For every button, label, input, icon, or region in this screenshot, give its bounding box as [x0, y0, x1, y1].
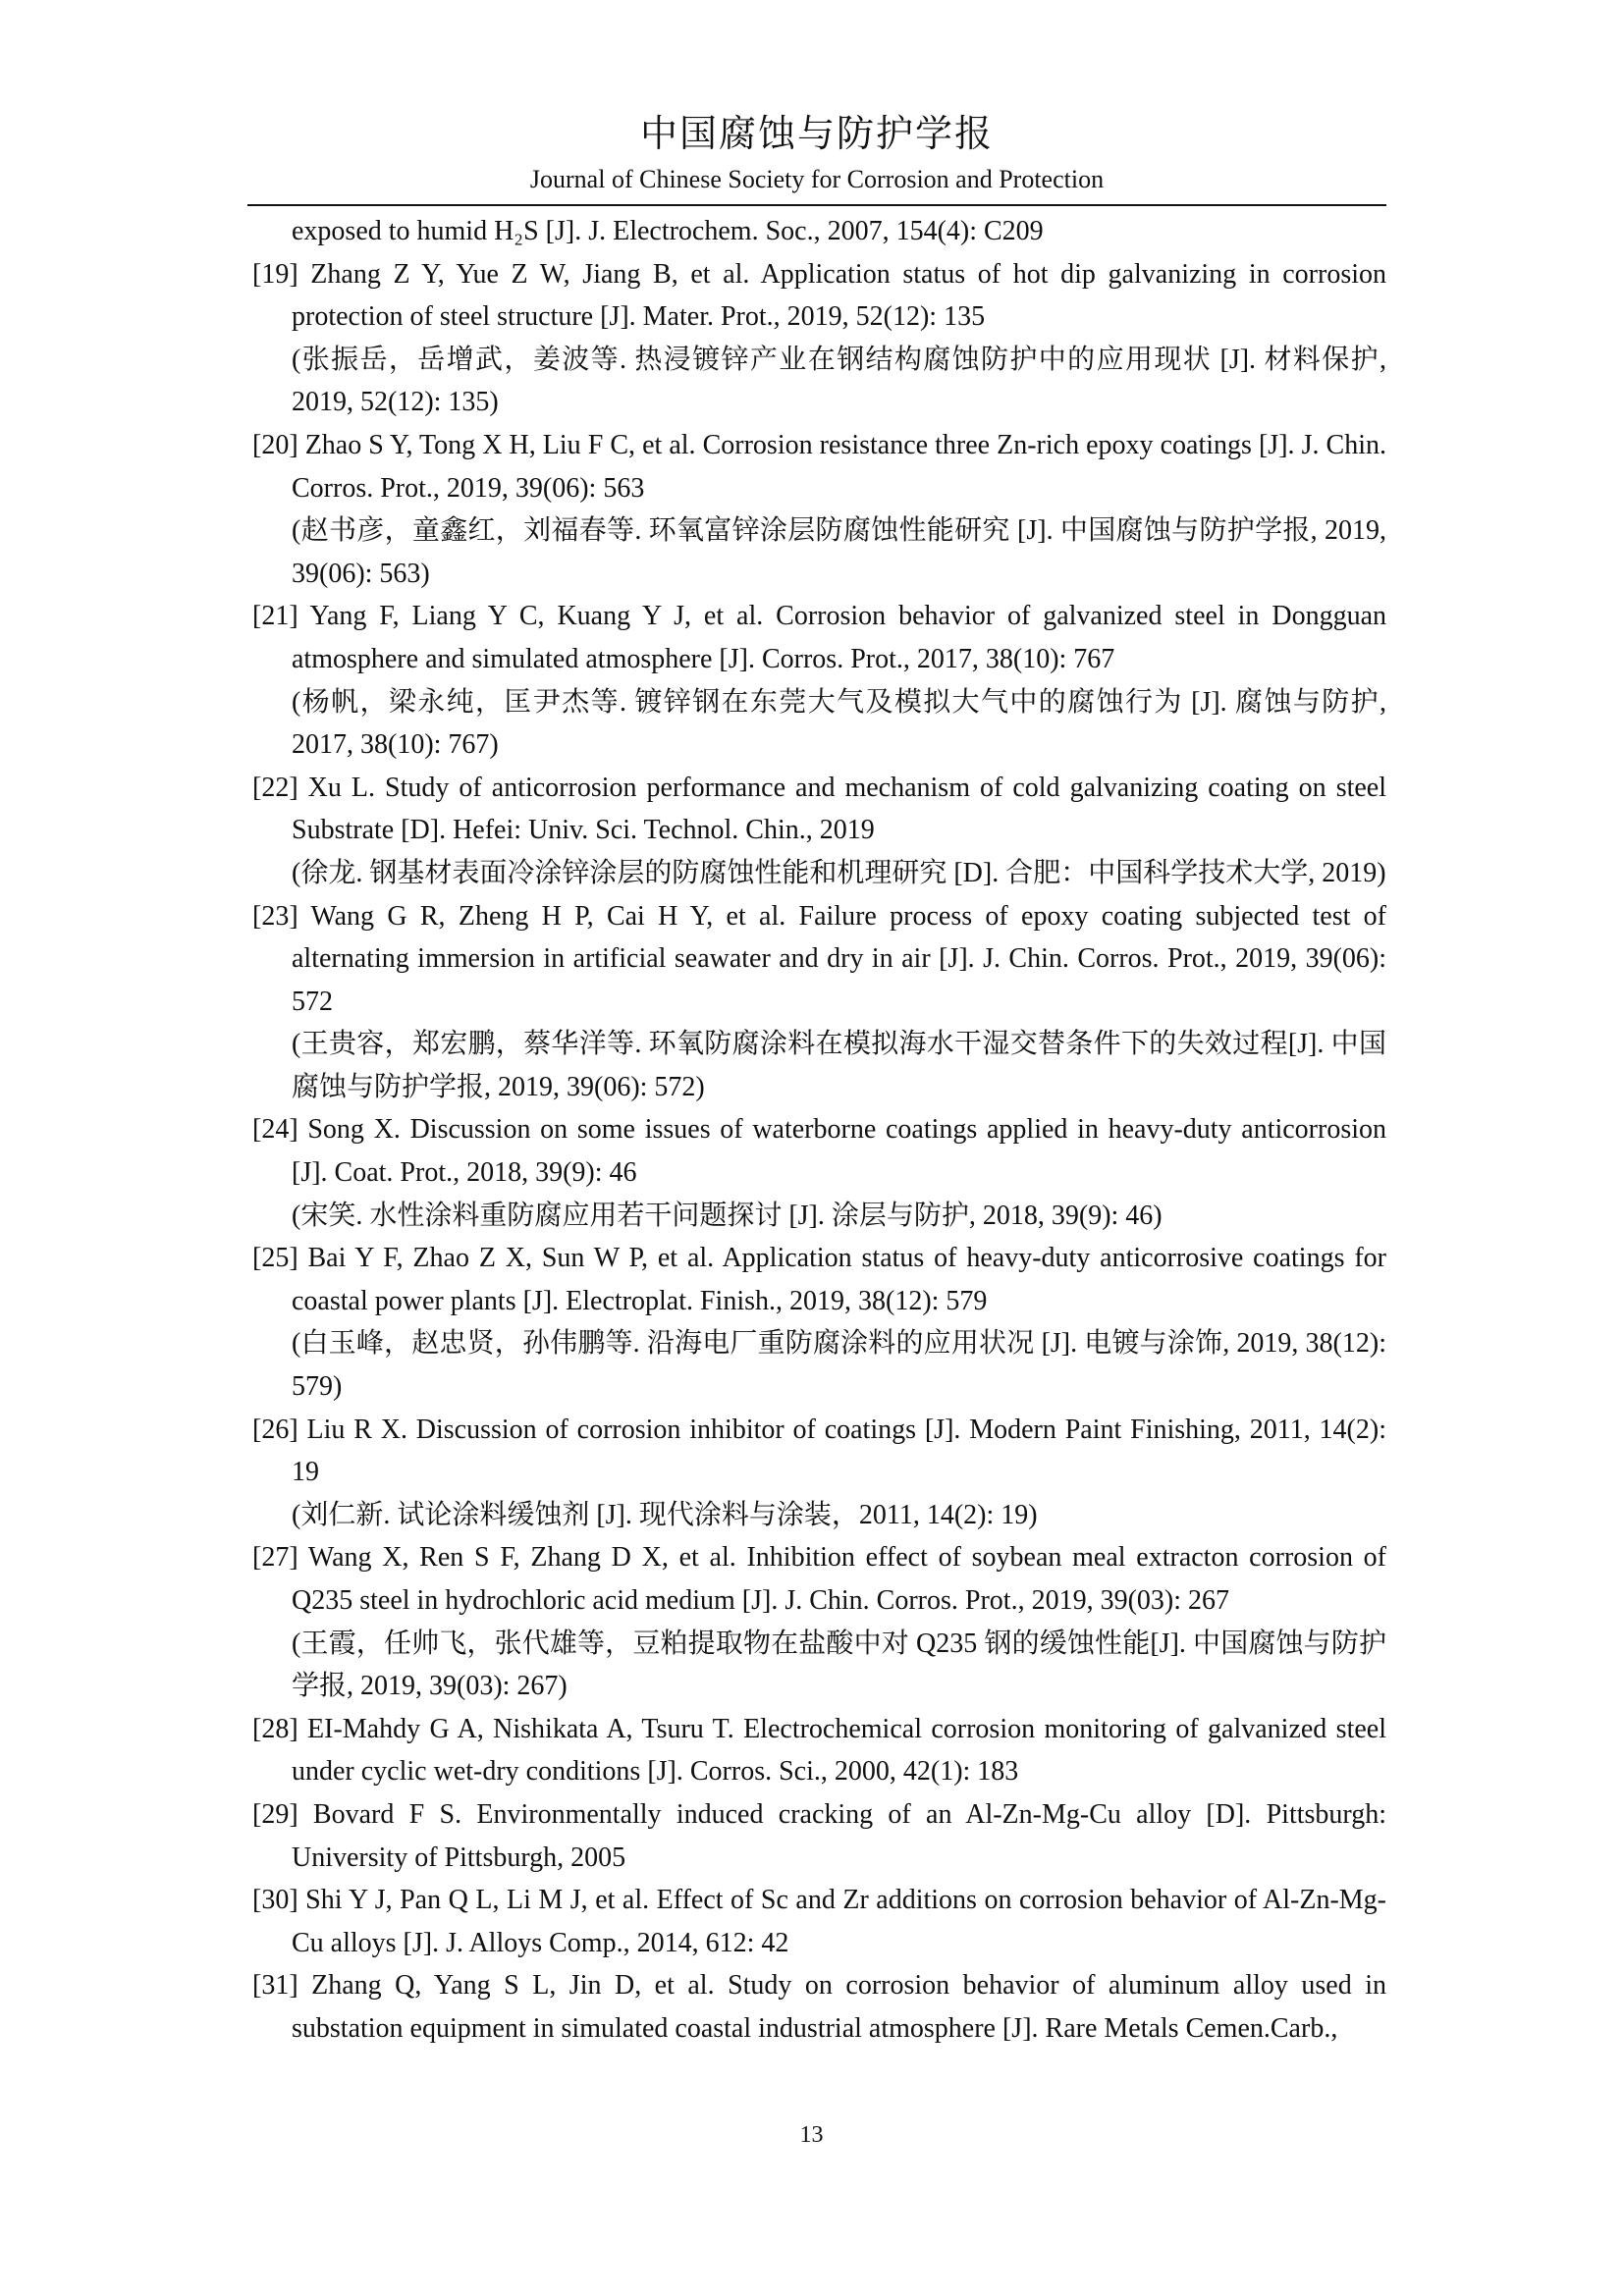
reference-cn: (王霞，任帅飞，张代雄等，豆粕提取物在盐酸中对 Q235 钢的缓蚀性能[J]. 中国腐蚀与防护学报, 2019, 39(03): 267)	[292, 1628, 1386, 1702]
reference-cn: (宋笑. 水性涂料重防腐应用若干问题探讨 [J]. 涂层与防护, 2018, 39(9): 46)	[292, 1200, 1163, 1231]
reference-26	[252, 1409, 1386, 1537]
reference-en: [21] Yang F, Liang Y C, Kuang Y J, et al. Corrosion behavior of galvanized steel in Dongguan atmosphere and simulated atmosphere [J]. Corros. Prot., 2017, 38(10): 767	[252, 601, 1386, 674]
reference-30	[252, 1879, 1386, 1964]
reference-en: [27] Wang X, Ren S F, Zhang D X, et al. Inhibition effect of soybean meal extracton corrosion of Q235 steel in hydrochloric acid medium [J]. J. Chin. Corros. Prot., 2019, 39(03): 267	[252, 1542, 1386, 1616]
reference-en: [26] Liu R X. Discussion of corrosion inhibitor of coatings [J]. Modern Paint Finishing, 2011, 14(2): 19	[252, 1414, 1386, 1488]
reference-cn: (刘仁新. 试论涂料缓蚀剂 [J]. 现代涂料与涂装，2011, 14(2): 19)	[292, 1499, 1038, 1530]
reference-list	[252, 210, 1386, 2051]
reference-en: [22] Xu L. Study of anticorrosion performance and mechanism of cold galvanizing coating on steel Substrate [D]. Hefei: Univ. Sci. Technol. Chin., 2019	[252, 772, 1386, 846]
reference-22	[252, 767, 1386, 895]
reference-continuation: exposed to humid H₂S [J]. J. Electrochem. Soc., 2007, 154(4): C209	[292, 216, 1044, 246]
reference-cn: (杨帆，梁永纯，匡尹杰等. 镀锌钢在东莞大气及模拟大气中的腐蚀行为 [J]. 腐蚀与防护, 2017, 38(10): 767)	[292, 686, 1386, 761]
reference-cn: (白玉峰，赵忠贤，孙伟鹏等. 沿海电厂重防腐涂料的应用状况 [J]. 电镀与涂饰, 2019, 38(12): 579)	[292, 1328, 1386, 1403]
reference-23	[252, 895, 1386, 1109]
reference-en: [30] Shi Y J, Pan Q L, Li M J, et al. Effect of Sc and Zr additions on corrosion behavior of Al-Zn-Mg-Cu alloys [J]. J. Alloys Comp., 2014, 612: 42	[252, 1885, 1386, 1958]
reference-en: [24] Song X. Discussion on some issues of waterborne coatings applied in heavy-duty anticorrosion [J]. Coat. Prot., 2018, 39(9): 46	[252, 1114, 1386, 1189]
reference-29	[252, 1793, 1386, 1879]
header-divider	[247, 204, 1386, 206]
journal-header	[247, 110, 1386, 196]
reference-cn: (徐龙. 钢基材表面冷涂锌涂层的防腐蚀性能和机理研究 [D]. 合肥：中国科学技术大学, 2019)	[292, 857, 1386, 888]
reference-cn: (赵书彦，童鑫红，刘福春等. 环氧富锌涂层防腐蚀性能研究 [J]. 中国腐蚀与防护学报, 2019, 39(06): 563)	[292, 515, 1386, 589]
reference-25	[252, 1237, 1386, 1408]
reference-en: [31] Zhang Q, Yang S L, Jin D, et al. Study on corrosion behavior of aluminum alloy used in substation equipment in simulated coastal industrial atmosphere [J]. Rare Metals Cemen.Carb.,	[252, 1970, 1386, 2044]
reference-en: [29] Bovard F S. Environmentally induced cracking of an Al-Zn-Mg-Cu alloy [D]. Pittsburgh: University of Pittsburgh, 2005	[252, 1798, 1386, 1873]
reference-21	[252, 595, 1386, 766]
reference-28	[252, 1708, 1386, 1793]
reference-en: [25] Bai Y F, Zhao Z X, Sun W P, et al. Application status of heavy-duty anticorrosive coatings for coastal power plants [J]. Electroplat. Finish., 2019, 38(12): 579	[252, 1243, 1386, 1316]
reference-en: [23] Wang G R, Zheng H P, Cai H Y, et al. Failure process of epoxy coating subjected test of alternating immersion in artificial seawater and dry in air [J]. J. Chin. Corros. Prot., 2019, 39(06): 572	[252, 900, 1386, 1017]
reference-31	[252, 1964, 1386, 2050]
reference-cn: (王贵容，郑宏鹏，蔡华洋等. 环氧防腐涂料在模拟海水干湿交替条件下的失效过程[J]. 中国腐蚀与防护学报, 2019, 39(06): 572)	[292, 1029, 1386, 1102]
reference-19	[252, 253, 1386, 424]
reference-24	[252, 1108, 1386, 1237]
page-number: 13	[799, 2122, 824, 2148]
reference-en: [19] Zhang Z Y, Yue Z W, Jiang B, et al. Application status of hot dip galvanizing in corrosion protection of steel structure [J]. Mater. Prot., 2019, 52(12): 135	[252, 258, 1386, 333]
reference-en: [20] Zhao S Y, Tong X H, Liu F C, et al. Corrosion resistance three Zn-rich epoxy coatings [J]. J. Chin. Corros. Prot., 2019, 39(06): 563	[252, 429, 1386, 504]
reference-27	[252, 1536, 1386, 1707]
journal-title-cn: 中国腐蚀与防护学报	[639, 114, 994, 155]
journal-title-en: Journal of Chinese Society for Corrosion and Protection	[529, 165, 1105, 193]
reference-20	[252, 424, 1386, 595]
reference-en: [28] EI-Mahdy G A, Nishikata A, Tsuru T. Electrochemical corrosion monitoring of galvanized steel under cyclic wet-dry conditions [J]. Corros. Sci., 2000, 42(1): 183	[252, 1713, 1386, 1788]
reference-cn: (张振岳，岳增武，姜波等. 热浸镀锌产业在钢结构腐蚀防护中的应用现状 [J]. 材料保护, 2019, 52(12): 135)	[292, 344, 1386, 418]
